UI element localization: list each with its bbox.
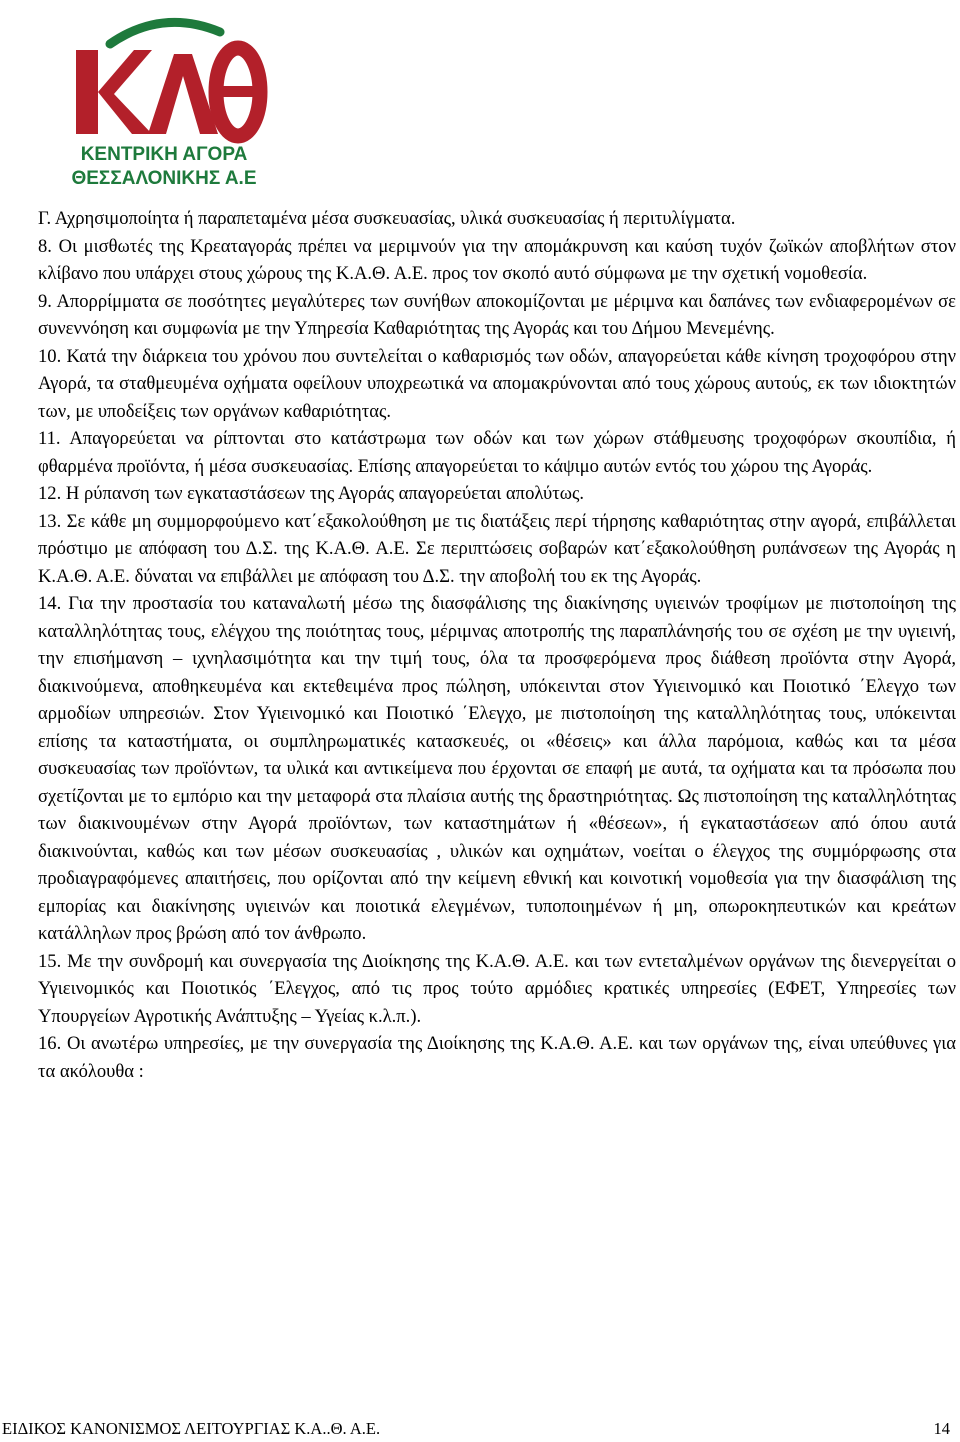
logo-line1: ΚΕΝΤΡΙΚΗ ΑΓΟΡΑ (80, 144, 248, 165)
page-footer (0, 1418, 960, 1440)
paragraph-g: Γ. Αχρησιμοποίητα ή παραπεταμένα μέσα συσκευασίας, υλικά συσκευασίας ή περιτυλίγματα. (38, 208, 736, 229)
paragraph-13: 13. Σε κάθε μη συμμορφούμενο κατ΄εξακολούθηση με τις διατάξεις περί τήρησης καθαριότητας στην αγορά, επιβάλλεται πρόστιμο με απόφαση του Δ.Σ. της Κ.Α.Θ. Α.Ε. Σε περιπτώσεις σοβαρών κατ΄εξακολούθηση ρυπάνσεων της Αγοράς η Κ.Α.Θ. Α.Ε. δύναται να επιβάλλει με απόφαση του Δ.Σ. την αποβολή του εκ της Αγοράς. (38, 510, 956, 587)
kath-logo-graphic (52, 14, 272, 192)
company-logo (52, 14, 272, 192)
document-body (38, 205, 956, 1085)
page-number: 14 (933, 1419, 950, 1438)
paragraph-14: 14. Για την προστασία του καταναλωτή μέσω της διασφάλισης της διακίνησης υγιεινών τροφίμων με πιστοποίηση της καταλληλότητας τους, ελέγχου της ποιότητας τους, μέριμνας αποτροπής της παραπλάνησής του σε σχέση με την υγιεινή, την επισήμανση – ιχνηλασιμότητα και την τιμή τους, όλα τα προσφερόμενα προς διάθεση προϊόντα στην Αγορά, διακινούμενα, αποθηκευμένα και εκτεθειμένα προς πώληση, υπόκεινται στον Υγιεινομικό και Ποιοτικό ΄Ελεγχο των αρμοδίων υπηρεσιών. Στον Υγιεινομικό και Ποιοτικό ΄Ελεγχο, με πιστοποίηση της καταλληλότητας τους, υπόκεινται επίσης τα καταστήματα, οι συμπληρωματικές κατασκευές, οι «θέσεις» και άλλα παρόμοια, καθώς και τα μέσα συσκευασίας των προϊόντων, τα υλικά και αντικείμενα που έρχονται σε επαφή με αυτά, τα οχήματα και τα πρόσωπα που σχετίζονται με το εμπόριο και την μεταφορά στα πλαίσια αυτής της δραστηριότητας. Ως πιστοποίηση της καταλληλότητας των διακινουμένων στην Αγορά προϊόντων, των καταστημάτων ή «θέσεων», ή εγκαταστάσεων από όπου αυτά διακινούνται, καθώς και των μέσων συσκευασίας , υλικών και οχημάτων, νοείται ο έλεγχος της συμμόρφωσης στα προδιαγραφόμενες απαιτήσεις, που ορίζονται από την κείμενη εθνική και κοινοτική νομοθεσία για την διασφάλιση της εμπορίας και διακίνησης υγιεινών και ποιοτικά ελεγμένων, τυποποιημένων ή μη, οπωροκηπευτικών και κρεάτων κατάλληλων προς βρώση από τον άνθρωπο. (38, 593, 956, 944)
paragraph-10: 10. Κατά την διάρκεια του χρόνου που συντελείται ο καθαρισμός των οδών, απαγορεύεται κάθε κίνηση τροχοφόρου στην Αγορά, τα σταθμευμένα οχήματα οφείλουν υποχρεωτικά να απομακρύνονται από τους χώρους αυτούς, εκ των ιδιοκτητών των, με υποδείξεις των οργάνων καθαριότητας. (38, 345, 956, 422)
paragraph-12: 12. Η ρύπανση των εγκαταστάσεων της Αγοράς απαγορεύεται απολύτως. (38, 483, 584, 504)
paragraph-15: 15. Με την συνδρομή και συνεργασία της Διοίκησης της Κ.Α.Θ. Α.Ε. και των εντεταλμένων οργάνων της διενεργείται ο Υγιεινομικός και Ποιοτικός ΄Ελεγχος, από τις προς τούτο αρμόδιες κρατικές υπηρεσίες (ΕΦΕΤ, Υπηρεσίες των Υπουργείων Αγροτικής Ανάπτυξης – Υγείας κ.λ.π.). (38, 950, 956, 1027)
logo-line2: ΘΕΣΣΑΛΟΝΙΚΗΣ Α.Ε (71, 168, 257, 189)
logo-swoosh (110, 22, 220, 44)
paragraph-9: 9. Απορρίμματα σε ποσότητες μεγαλύτερες των συνήθων αποκομίζονται με μέριμνα και δαπάνες των ενδιαφερομένων σε συνεννόηση και συμφωνία με την Υπηρεσία Καθαριότητας της Αγοράς και του Δήμου Μενεμένης. (38, 290, 956, 339)
paragraph-16: 16. Οι ανωτέρω υπηρεσίες, με την συνεργασία της Διοίκησης της Κ.Α.Θ. Α.Ε. και των οργάνων της, είναι υπεύθυνες για τα ακόλουθα : (38, 1033, 957, 1082)
footer-title: ΕΙΔΙΚΟΣ ΚΑΝΟΝΙΣΜΟΣ ΛΕΙΤΟΥΡΓΙΑΣ Κ.Α..Θ. Α.Ε. (2, 1419, 381, 1438)
paragraph-8: 8. Οι μισθωτές της Κρεαταγοράς πρέπει να μεριμνούν για την απομάκρυνση και καύση τυχόν ζωϊκών αποβλήτων στον κλίβανο που υπάρχει στους χώρους της Κ.Α.Θ. Α.Ε. προς τον σκοπό αυτό σύμφωνα με την σχετική νομοθεσία. (38, 235, 956, 284)
paragraph-11: 11. Απαγορεύεται να ρίπτονται στο κατάστρωμα των οδών και των χώρων στάθμευσης τροχοφόρων σκουπίδια, ή φθαρμένα προϊόντα, ή μέσα συσκευασίας. Επίσης απαγορεύεται το κάψιμο αυτών εντός του χώρου της Αγοράς. (38, 428, 957, 477)
